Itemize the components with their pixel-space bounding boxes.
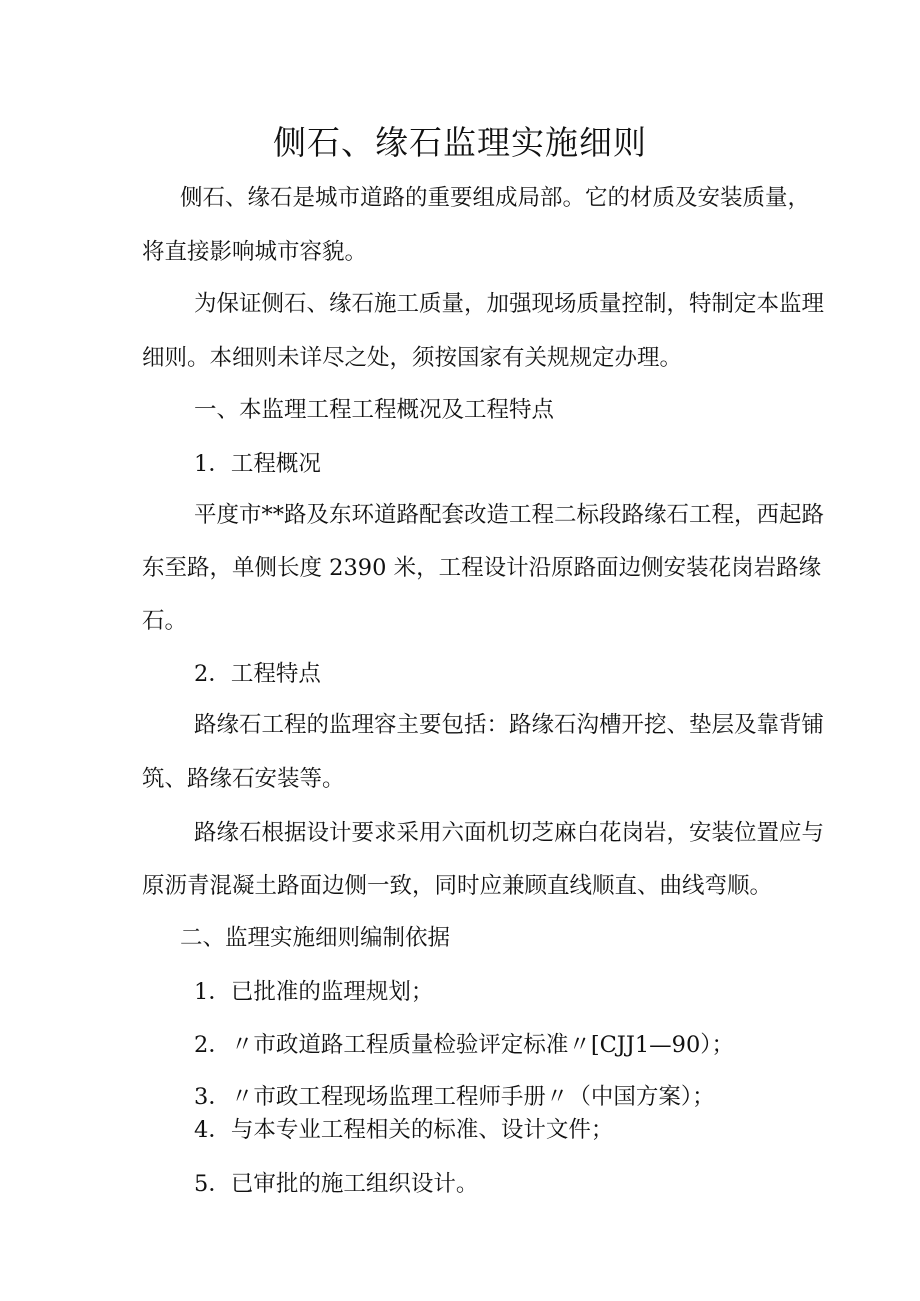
features-para-1-line-1: 路缘石工程的监理容主要包括：路缘石沟槽开挖、垫层及靠背铺 [194,712,825,738]
basis-item-1: 1．已批准的监理规划； [194,979,434,1005]
document-title: 侧石、缘石监理实施细则 [273,123,647,162]
overview-line-1: 平度市**路及东环道路配套改造工程二标段路缘石工程，西起路 [194,502,825,528]
features-para-1-line-2: 筑、路缘石安装等。 [142,766,345,792]
basis-item-2: 2．〃市政道路工程质量检验评定标准〃[CJJ1—90）； [194,1032,735,1058]
overview-line-3: 石。 [142,608,188,634]
features-para-2-line-2: 原沥青混凝土路面边侧一致，同时应兼顾直线顺直、曲线弯顺。 [142,873,773,899]
subsection-1-heading: 1．工程概况 [194,451,321,477]
overview-line-2: 东至路，单侧长度 2390 米，工程设计沿原路面边侧安装花岗岩路缘 [142,555,822,581]
basis-item-5: 5．已审批的施工组织设计。 [194,1171,479,1197]
purpose-line-2: 细则。本细则未详尽之处，须按国家有关规规定办理。 [142,345,683,371]
subsection-2-heading: 2．工程特点 [194,661,321,687]
intro-line-1: 侧石、缘石是城市道路的重要组成局部。它的材质及安装质量， [180,185,811,211]
basis-item-4: 4．与本专业工程相关的标准、设计文件； [194,1117,614,1143]
section-1-heading: 一、本监理工程工程概况及工程特点 [194,397,555,423]
features-para-2-line-1: 路缘石根据设计要求采用六面机切芝麻白花岗岩，安装位置应与 [194,820,825,846]
intro-line-2: 将直接影响城市容貌。 [142,239,368,265]
purpose-line-1: 为保证侧石、缘石施工质量，加强现场质量控制，特制定本监理 [194,291,825,317]
basis-item-3: 3．〃市政工程现场监理工程师手册〃（中国方案）； [194,1084,715,1110]
section-2-heading: 二、监理实施细则编制依据 [180,925,451,951]
